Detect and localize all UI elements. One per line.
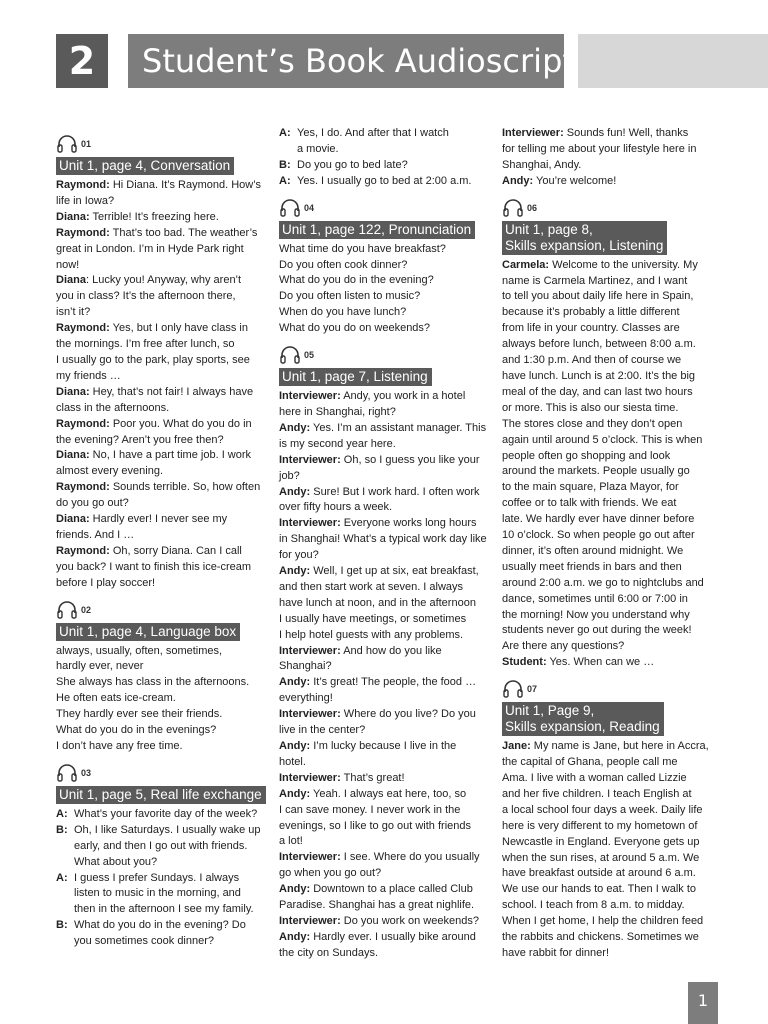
text-line: around the markets. People usually go [502, 465, 690, 478]
text-line: Yes, I do. And after that I watch [297, 127, 449, 139]
script-line [56, 321, 268, 385]
speaker-name: Andy: [279, 421, 311, 434]
text-line: My name is Jane, but here in Accra, [530, 740, 709, 753]
speaker-name: Interviewer: [279, 771, 341, 784]
text-line: hardly ever, never [56, 660, 144, 673]
text-line: dance, sometimes until 6:00 or 7:00 in [502, 592, 688, 605]
text-line: everything! [279, 692, 333, 705]
section-heading [279, 368, 432, 386]
column-3 [502, 126, 714, 962]
track-number: 03 [81, 768, 92, 778]
text-line: late. We hardly ever have dinner before [502, 513, 695, 526]
text-line: the city on Sundays. [279, 946, 379, 959]
text-line: or more. This is also our siesta time. [502, 401, 679, 414]
track-number: 04 [304, 202, 315, 213]
audio-track [56, 759, 268, 783]
header-decoration-bar [578, 34, 768, 88]
speaker-name: Raymond: [56, 179, 110, 191]
text-line: here in Shanghai, right? [279, 405, 396, 418]
dialogue-line [279, 126, 491, 158]
text-line: evenings, so I like to go out with friends [279, 819, 471, 832]
script-line [279, 707, 491, 739]
text-line: No, I have a part time job. I work [89, 449, 252, 462]
text-line: name is Carmela Martinez, and I want [502, 274, 688, 287]
script-line [279, 739, 491, 771]
script-line [279, 258, 491, 274]
track-number: 06 [527, 202, 538, 213]
speaker-name: Andy: [279, 883, 311, 896]
script-line [56, 707, 268, 723]
text-line: Ama. I live with a woman called Lizzie [502, 772, 687, 784]
text-line: She always has class in the afternoons. [56, 676, 250, 689]
text-line: my friends … [56, 369, 121, 382]
speaker-name: Interviewer: [279, 453, 341, 466]
speaker-name: Interviewer: [279, 644, 341, 657]
text-line: Downtown to a place called Club [310, 883, 473, 896]
speaker-name: Interviewer: [279, 390, 341, 403]
script-line [279, 485, 491, 517]
text-line: Hardly ever. I usually bike around [310, 930, 476, 943]
script-line [279, 305, 491, 321]
text-line: Do you go to bed late? [297, 158, 408, 171]
script-line [279, 242, 491, 258]
speaker-name: Diana: [56, 385, 90, 398]
section-heading [56, 157, 234, 175]
text-line: I guess I prefer Sundays. I always [74, 871, 240, 884]
script-line [56, 644, 268, 676]
dialogue-text [297, 126, 491, 158]
text-line: Hardly ever! I never see my [89, 513, 228, 526]
dialogue-text [297, 174, 491, 190]
text-line: Are there any questions? [502, 640, 625, 653]
text-line: Sounds terrible. So, how often [109, 481, 261, 494]
text-line: students never go out during the week! [502, 624, 692, 637]
script-line [279, 930, 491, 962]
text-line: Everyone works long hours [340, 517, 477, 530]
text-line: Do you work on weekends? [340, 914, 479, 927]
text-line: Unit 1, page 122, Pronunciation [282, 221, 472, 237]
text-line: listen to music in the morning, and [74, 887, 241, 900]
text-line: isn’t it? [56, 306, 91, 319]
text-line: again until around 5 o’clock. This is when [502, 433, 703, 446]
text-line: live in the center? [279, 724, 366, 737]
speaker-name: Student: [502, 656, 547, 669]
text-line: when the sun rises, at around 5 a.m. We [502, 851, 700, 864]
speaker-name: Andy: [279, 676, 311, 689]
text-line: always before lunch, between 8:00 a.m. [502, 338, 696, 351]
script-line [279, 644, 491, 676]
text-line: It’s great! The people, the food … [310, 676, 477, 689]
text-line: Yes. I usually go to bed at 2:00 a.m. [297, 174, 472, 187]
text-line: life in Iowa? [56, 194, 115, 207]
dialogue-text [74, 918, 268, 950]
text-line: Oh, sorry Diana. Can I call [109, 544, 242, 557]
script-line [56, 723, 268, 739]
dialogue-line [56, 823, 268, 871]
script-line [279, 273, 491, 289]
text-line: usually meet friends in bars and then [502, 560, 682, 573]
text-line: now! [56, 258, 80, 271]
text-line: is my second year here. [279, 437, 396, 450]
speaker-name: Andy: [279, 930, 311, 943]
speaker-name: Raymond: [56, 544, 110, 557]
script-line [279, 421, 491, 453]
text-line: : Lucky you! Anyway, why aren’t [85, 274, 242, 287]
text-line: hotel. [279, 755, 306, 768]
speaker-name: Raymond: [56, 481, 110, 494]
script-line [56, 480, 268, 512]
section-heading [502, 221, 667, 255]
text-line: He often eats ice-cream. [56, 692, 176, 705]
text-line: I usually have meetings, or sometimes [279, 612, 467, 625]
text-line: Yes. When can we … [546, 656, 655, 669]
text-line: the evening? Aren’t you free then? [56, 433, 224, 446]
speaker-name: Raymond: [56, 417, 110, 430]
text-line: What about you? [74, 855, 158, 868]
column-2 [279, 126, 491, 962]
text-line: That’s too bad. The weather’s [109, 226, 258, 239]
speaker-name: Interviewer: [279, 851, 341, 864]
script-line [279, 914, 491, 930]
text-line: 10 o’clock. So when people go out after [502, 529, 695, 542]
text-line: before I play soccer! [56, 576, 156, 589]
script-line [279, 787, 491, 851]
text-line: What do you do in the evening? Do [74, 919, 246, 932]
audio-track [56, 130, 268, 154]
script-line [279, 771, 491, 787]
text-line: then in the afternoon I see my family. [74, 903, 254, 916]
text-line: do you go out? [56, 497, 129, 510]
text-line: Newcastle in England. Everyone gets up [502, 835, 700, 848]
speaker-name: Andy: [279, 787, 311, 800]
script-line [56, 739, 268, 755]
text-line: Sounds fun! Well, thanks [563, 127, 689, 139]
speaker-name: Diana: [56, 513, 90, 526]
track-number: 07 [527, 684, 538, 695]
text-line: What time do you have breakfast? [279, 242, 446, 255]
dialogue-text [74, 807, 268, 823]
text-line: school. I teach from 8 a.m. to midday. [502, 899, 685, 912]
dialogue-text [297, 158, 491, 174]
dialogue-line [56, 807, 268, 823]
text-line: You’re welcome! [533, 174, 617, 187]
script-line [502, 739, 714, 962]
speaker-name: Jane: [502, 740, 531, 753]
text-line: Skills expansion, Listening [505, 237, 664, 253]
speaker-label: B: [56, 919, 68, 932]
text-line: class in the afternoons. [56, 401, 170, 414]
speaker-label: A: [279, 127, 291, 139]
text-line: dinner, it’s often around midnight. We [502, 544, 684, 557]
script-line [56, 448, 268, 480]
track-number: 01 [81, 139, 92, 150]
section-heading [279, 221, 475, 239]
section-heading [502, 702, 664, 736]
text-line: Well, I get up at six, eat breakfast, [310, 565, 479, 578]
dialogue-line [56, 871, 268, 919]
text-line: always, usually, often, sometimes, [56, 644, 223, 657]
script-line [279, 321, 491, 337]
text-line: have lunch at noon, and in the afternoon [279, 596, 476, 609]
text-line: Yes, but I only have class in [109, 322, 248, 335]
text-line: Andy, you work in a hotel [340, 390, 466, 403]
text-line: the capital of Ghana, people call me [502, 756, 678, 769]
text-line: you back? I want to finish this ice-cream [56, 560, 252, 573]
text-line: and then start work at seven. I always [279, 580, 464, 593]
text-line: Shanghai? [279, 660, 332, 673]
text-line: Shanghai, Andy. [502, 158, 582, 171]
text-line: meal of the day, and can last two hours [502, 385, 693, 398]
text-line: people often go shopping and look [502, 449, 671, 462]
text-line: We use our hands to eat. Then I walk to [502, 883, 697, 896]
speaker-name: Andy: [279, 565, 311, 578]
text-line: you in class? It’s the afternoon there, [56, 290, 236, 303]
text-line: a movie. [297, 142, 339, 155]
headphones-icon [502, 679, 524, 699]
script-line [502, 258, 714, 656]
script-line [279, 453, 491, 485]
text-line: Do you often listen to music? [279, 290, 421, 303]
text-line: from life in your country. Classes are [502, 322, 680, 335]
script-line [279, 389, 491, 421]
dialogue-text [74, 871, 268, 919]
text-line: have lunch. Lunch is at 2:00. It’s the big [502, 369, 696, 382]
speaker-name: Interviewer: [279, 708, 341, 721]
speaker-label: A: [56, 871, 68, 884]
text-line: to tell you about daily life here in Spain, [502, 290, 694, 303]
text-line: I usually go to the park, play sports, see [56, 353, 250, 366]
text-line: Sure! But I work hard. I often work [310, 485, 480, 498]
text-line: the mornings. I’m free after lunch, so [56, 338, 235, 351]
script-line [502, 174, 714, 190]
text-line: for telling me about your lifestyle here in [502, 142, 697, 155]
text-line: Hi Diana. It’s Raymond. How’s [109, 179, 261, 191]
script-line [56, 226, 268, 274]
text-line: Yeah. I always eat here, too, so [310, 787, 467, 800]
text-line: I see. Where do you usually [340, 851, 480, 864]
speaker-name: Diana: [56, 210, 90, 223]
text-line: a lot! [279, 835, 303, 848]
speaker-name: Andy: [279, 740, 311, 752]
unit-number: 2 [56, 34, 108, 88]
speaker-name: Interviewer: [502, 127, 564, 139]
text-line: Unit 1, page 5, Real life exchange [59, 786, 262, 802]
text-line: great in London. I’m in Hyde Park right [56, 242, 244, 255]
speaker-label: A: [56, 807, 68, 820]
speaker-name: Raymond: [56, 322, 110, 335]
text-line: Yes. I’m an assistant manager. This [310, 421, 487, 434]
script-line [502, 126, 714, 174]
text-line: I don’t have any free time. [56, 740, 183, 752]
text-line: because it’s probably a little different [502, 306, 680, 319]
text-line: to the main square, Plaza Mayor, for [502, 481, 679, 494]
column-1 [56, 126, 268, 950]
script-line [56, 273, 268, 321]
speaker-label: B: [56, 823, 68, 836]
speaker-name: Interviewer: [279, 914, 341, 927]
text-line: the rabbits and chickens. Sometimes we [502, 931, 699, 944]
speaker-name: Diana: [56, 449, 90, 462]
text-line: over fifty hours a week. [279, 501, 393, 514]
text-line: What do you do on weekends? [279, 322, 431, 335]
text-line: Unit 1, page 7, Listening [282, 369, 428, 385]
text-line: early, and then I go out with friends. [74, 839, 248, 852]
text-line: Do you often cook dinner? [279, 258, 408, 271]
script-line [279, 516, 491, 564]
script-line [279, 675, 491, 707]
text-line: in Shanghai! What’s a typical work day like [279, 533, 487, 546]
text-line: you sometimes cook dinner? [74, 935, 215, 948]
script-line [56, 178, 268, 210]
headphones-icon [56, 600, 78, 620]
script-line [56, 544, 268, 592]
speaker-name: Diana [56, 274, 86, 287]
headphones-icon [56, 763, 78, 783]
text-line: Skills expansion, Reading [505, 719, 660, 735]
script-line [279, 289, 491, 305]
text-line: for you? [279, 549, 319, 562]
script-line [279, 850, 491, 882]
speaker-name: Raymond: [56, 226, 110, 239]
text-line: around 2:00 a.m. we go to nightclubs and [502, 576, 704, 589]
text-line: Welcome to the university. My [549, 258, 698, 271]
dialogue-line [56, 918, 268, 950]
text-line: and 1:30 p.m. And then of course we [502, 354, 682, 367]
text-line: and her five children. I teach English at [502, 787, 692, 800]
track-number: 05 [304, 350, 315, 361]
text-line: have breakfast outside at around 6 a.m. [502, 867, 696, 880]
audio-track [56, 596, 268, 620]
text-line: a local school four days a week. Daily life [502, 803, 703, 816]
text-line: the morning! Now you understand why [502, 608, 690, 621]
script-line [56, 691, 268, 707]
script-line [56, 675, 268, 691]
text-line: Unit 1, page 8, [505, 221, 593, 237]
text-line: go when you go out? [279, 867, 382, 880]
text-line: What do you do in the evenings? [56, 724, 217, 737]
script-line [56, 210, 268, 226]
text-line: I help hotel guests with any problems. [279, 628, 464, 641]
audio-track [279, 341, 491, 365]
text-line: Oh, I like Saturdays. I usually wake up [74, 823, 261, 836]
text-line: Paradise. Shanghai has a great nighlife. [279, 899, 475, 912]
text-line: Unit 1, Page 9, [505, 703, 595, 719]
speaker-name: Andy: [502, 174, 534, 187]
speaker-label: A: [279, 174, 291, 187]
speaker-label: B: [279, 158, 291, 171]
text-line: That’s great! [340, 771, 405, 784]
audio-track [502, 675, 714, 699]
text-line: When I get home, I help the children feed [502, 915, 704, 928]
text-line: Poor you. What do you do in [109, 417, 252, 430]
headphones-icon [502, 198, 524, 218]
dialogue-line [279, 174, 491, 190]
dialogue-line [279, 158, 491, 174]
script-line [502, 655, 714, 671]
text-line: here is very different to my hometown of [502, 819, 698, 832]
script-line [279, 564, 491, 644]
text-line: What do you do in the evening? [279, 274, 434, 287]
page-title: Student’s Book Audioscript [128, 34, 564, 88]
text-line: What’s your favorite day of the week? [74, 807, 258, 820]
section-heading [56, 786, 266, 804]
headphones-icon [279, 198, 301, 218]
script-line [279, 882, 491, 914]
audio-track [502, 194, 714, 218]
text-line: Terrible! It’s freezing here. [89, 210, 219, 223]
headphones-icon [56, 134, 78, 154]
text-line: I can save money. I never work in the [279, 803, 461, 816]
text-line: And how do you like [340, 644, 442, 657]
dialogue-text [74, 823, 268, 871]
text-line: almost every evening. [56, 465, 163, 478]
section-heading [56, 623, 240, 641]
text-line: friends. And I … [56, 528, 135, 541]
text-line: I’m lucky because I live in the [310, 740, 457, 752]
text-line: job? [279, 469, 300, 482]
text-line: coffee or to talk with friends. We eat [502, 497, 677, 510]
text-line: Hey, that’s not fair! I always have [89, 385, 254, 398]
script-line [56, 385, 268, 417]
script-line [56, 417, 268, 449]
text-line: Unit 1, page 4, Conversation [59, 158, 231, 173]
text-line: Oh, so I guess you like your [340, 453, 480, 466]
page-number: 1 [688, 982, 718, 1024]
text-line: Where do you live? Do you [340, 708, 476, 721]
text-line: The stores close and they don’t open [502, 417, 683, 430]
text-line: have rabbit for dinner! [502, 946, 610, 959]
text-line: When do you have lunch? [279, 306, 407, 319]
audio-track [279, 194, 491, 218]
headphones-icon [279, 345, 301, 365]
text-line: They hardly ever see their friends. [56, 708, 223, 721]
script-line [56, 512, 268, 544]
track-number: 02 [81, 604, 92, 615]
speaker-name: Andy: [279, 485, 311, 498]
speaker-name: Carmela: [502, 258, 550, 271]
text-line: Unit 1, page 4, Language box [59, 623, 237, 639]
speaker-name: Interviewer: [279, 517, 341, 530]
